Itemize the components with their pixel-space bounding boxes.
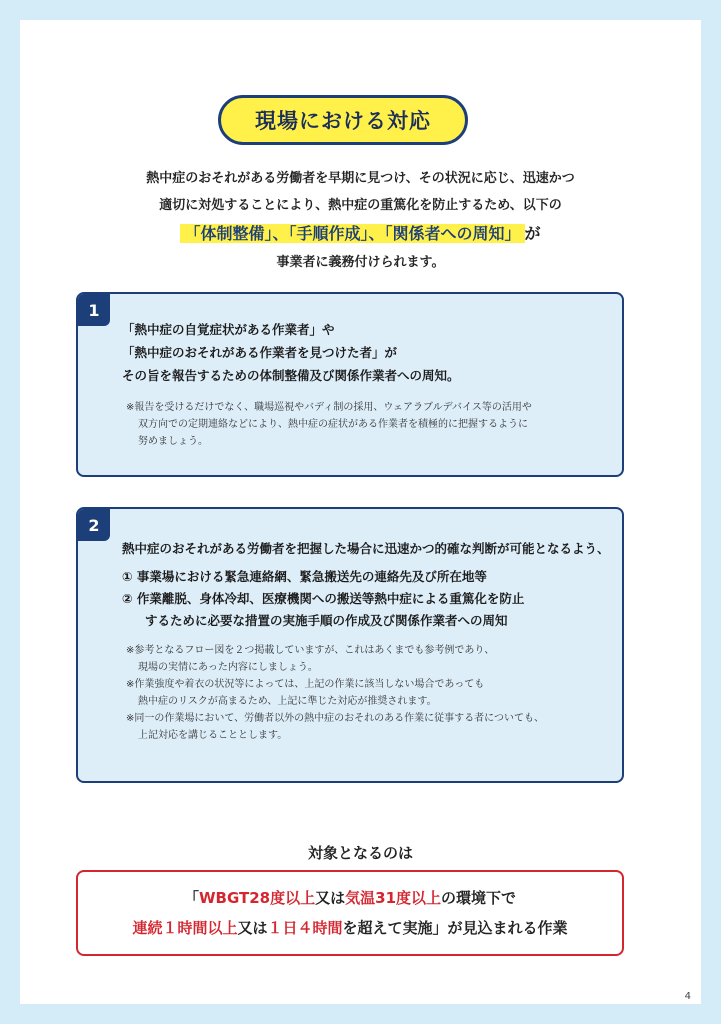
target-line-1 xyxy=(78,883,622,913)
intro-line-2: 適切に対処することにより、熱中症の重篤化を防止するため、以下の xyxy=(159,198,562,213)
box-body xyxy=(122,318,608,450)
box-number-badge: 1 xyxy=(78,294,110,326)
box1-note: ※報告を受けるだけでなく、職場巡視やバディ制の採用、ウェアラブルデバイス等の活用や xyxy=(126,402,532,413)
box2-item: ① 事業場における緊急連絡網、緊急搬送先の連絡先及び所在地等 xyxy=(122,569,487,584)
box2-note: 現場の実情にあった内容にしましょう。 xyxy=(138,662,318,673)
box2-note: ※作業強度や着衣の状況等によっては、上記の作業に該当しない場合であっても xyxy=(126,679,485,690)
target-box xyxy=(76,870,624,956)
intro-highlight: 「体制整備」、「手順作成」、「関係者への周知」 xyxy=(180,224,524,243)
box2-item: するために必要な措置の実施手順の作成及び関係作業者への周知 xyxy=(145,613,508,628)
intro-line-4: 事業者に義務付けられます。 xyxy=(276,255,445,270)
box-body xyxy=(122,537,608,744)
target-text: の環境下で xyxy=(441,889,517,907)
target-temperature: 気温31度以上 xyxy=(345,889,442,907)
box2-note: ※参考となるフロー図を２つ掲載していますが、これはあくまでも参考例であり、 xyxy=(126,645,495,656)
box1-note: 努めましょう。 xyxy=(138,436,208,447)
page xyxy=(20,20,701,1004)
target-text: 又は xyxy=(237,919,268,937)
box1-line: 「熱中症のおそれがある作業者を見つけた者」が xyxy=(122,345,398,360)
box-number-badge: 2 xyxy=(78,509,110,541)
target-text: 「 xyxy=(183,889,199,907)
box1-notes xyxy=(122,399,608,450)
intro-highlight-line xyxy=(60,219,661,249)
target-daily-hours: １日４時間 xyxy=(267,919,343,937)
box1-line: 「熱中症の自覚症状がある作業者」や xyxy=(122,322,335,337)
target-continuous-hours: 連続１時間以上 xyxy=(132,919,238,937)
box2-note: 上記対応を講じることとします。 xyxy=(138,730,288,741)
intro-line-1: 熱中症のおそれがある労働者を早期に見つけ、その状況に応じ、迅速かつ xyxy=(146,171,575,186)
requirement-box-2 xyxy=(76,507,624,783)
requirement-box-1 xyxy=(76,292,624,477)
target-text: を超えて実施」が見込まれる作業 xyxy=(342,919,568,937)
intro-highlight-suffix: が xyxy=(524,224,541,243)
box2-notes xyxy=(122,642,608,744)
box1-line: その旨を報告するための体制整備及び関係作業者への周知。 xyxy=(122,368,460,383)
box1-note: 双方向での定期連絡などにより、熱中症の症状がある作業者を積極的に把握するように xyxy=(138,419,528,430)
target-line-2 xyxy=(78,913,622,943)
intro-text xyxy=(60,165,661,276)
box2-item: ② 作業離脱、身体冷却、医療機関への搬送等熱中症による重篤化を防止 xyxy=(122,591,525,606)
target-label: 対象となるのは xyxy=(307,844,413,862)
box2-note: ※同一の作業場において、労働者以外の熱中症のおそれのある作業に従事する者についても、 xyxy=(126,713,544,724)
page-title: 現場における対応 xyxy=(218,95,468,145)
box2-note: 熱中症のリスクが高まるため、上記に準じた対応が推奨されます。 xyxy=(138,696,437,707)
target-wbgt: WBGT28度以上 xyxy=(198,889,316,907)
box2-lead: 熱中症のおそれがある労働者を把握した場合に迅速かつ的確な判断が可能となるよう、 xyxy=(122,541,610,556)
page-number: 4 xyxy=(684,991,691,1002)
target-text: 又は xyxy=(315,889,346,907)
box2-items xyxy=(122,566,608,632)
